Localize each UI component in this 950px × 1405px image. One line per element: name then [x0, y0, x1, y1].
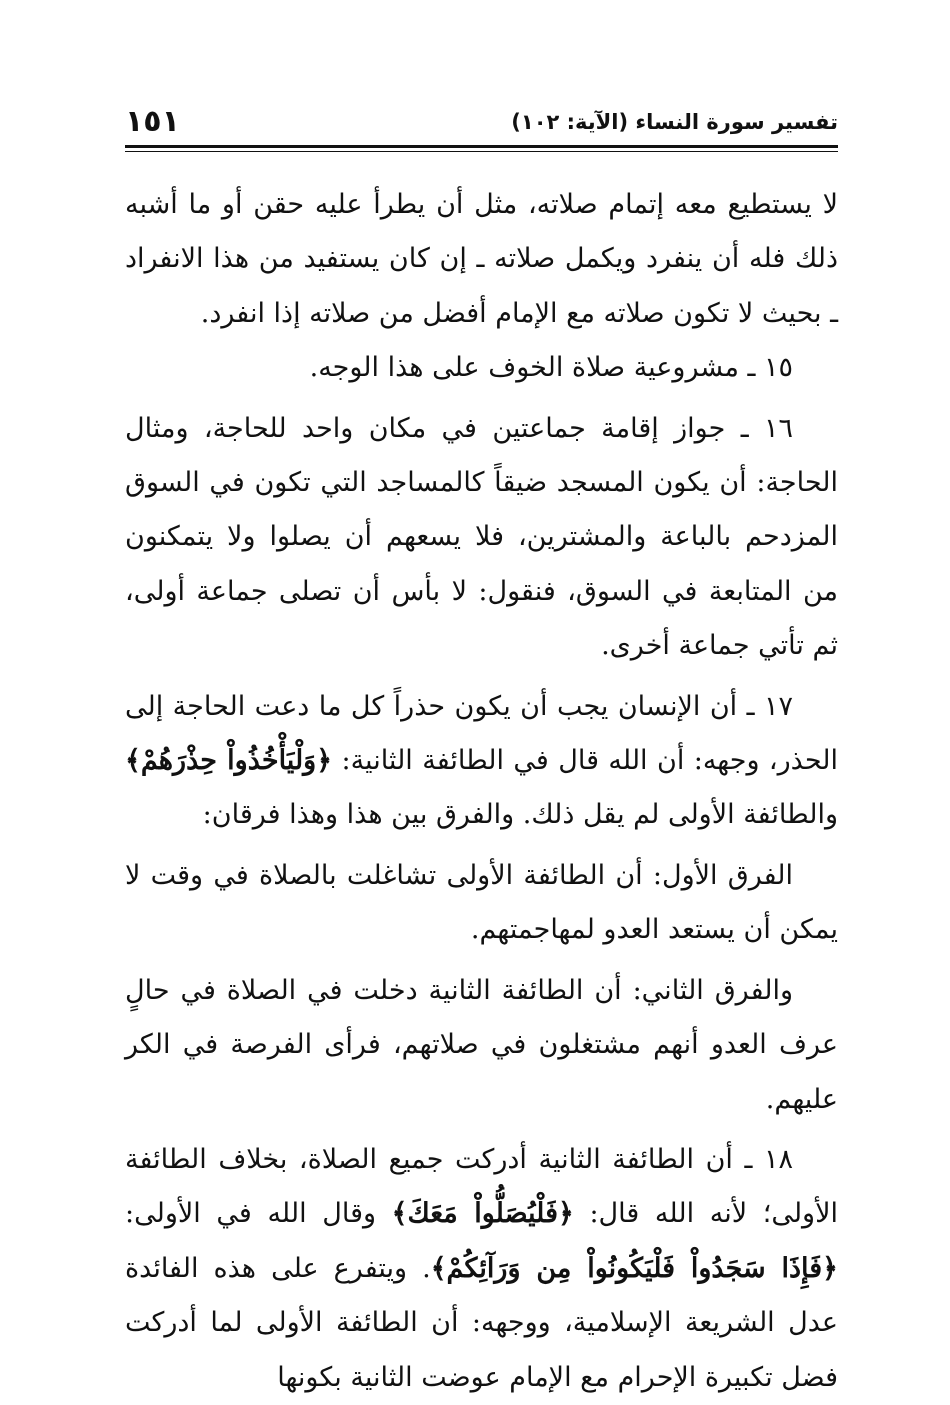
point-17-text-before: ١٧ ـ أن الإنسان يجب أن يكون حذراً كل ما دعت الحاجة إلى الحذر، وجهه: أن الله قال في الطائفة الثانية:: [125, 690, 838, 777]
point-18-text-before: ١٨ ـ أن الطائفة الثانية أدركت جميع الصلاة، بخلاف الطائفة الأولى؛ لأنه الله قال:: [125, 1143, 838, 1230]
header-rule-thick: [125, 145, 838, 148]
paragraph-second-difference: والفرق الثاني: أن الطائفة الثانية دخلت في الصلاة في حالٍ عرف العدو أنهم مشتغلون في صلاتهم، فرأى الفرصة في الكر عليهم.: [125, 974, 838, 1115]
quran-verse-hidhrahum: ﴿وَلْيَأْخُذُواْ حِذْرَهُمْ﴾: [125, 745, 333, 777]
paragraph-point-16: ١٦ ـ جواز إقامة جماعتين في مكان واحد للحاجة، ومثال الحاجة: أن يكون المسجد ضيقاً كالمساجد التي تكون في السوق المزدحم بالباعة والمشترين، فلا يسعهم أن يصلوا ولا يتمكنون من المتابعة في السوق، فنقول: لا بأس أن تصلى جماعة أولى، ثم تأتي جماعة أخرى.: [125, 412, 838, 662]
header-rule-thin: [125, 151, 838, 152]
paragraph-point-15: ١٥ ـ مشروعية صلاة الخوف على هذا الوجه.: [309, 352, 793, 384]
point-17-text-after: والطائفة الأولى لم يقل ذلك. والفرق بين هذا وهذا فرقان:: [202, 799, 838, 831]
paragraph-first-difference: الفرق الأول: أن الطائفة الأولى تشاغلت بالصلاة في وقت لا يمكن أن يستعد العدو لمهاجمتهم.: [125, 859, 838, 946]
page-number: ١٥١: [125, 104, 180, 139]
point-18-text-after: . ويتفرع على هذه الفائدة عدل الشريعة الإسلامية، ووجهه: أن الطائفة الأولى لما أدركت فضل تكبيرة الإحرام مع الإمام عوضت الثانية بكونها: [125, 1252, 838, 1393]
quran-verse-fa-idha-sajadu: ﴿فَإِذَا سَجَدُواْ فَلْيَكُونُواْ مِن وَرَآئِكُمْ﴾: [430, 1252, 838, 1284]
body-text: [125, 178, 838, 1405]
running-title: تفسير سورة النساء (الآية: ١٠٢): [511, 110, 838, 134]
paragraph-continuation: لا يستطيع معه إتمام صلاته، مثل أن يطرأ عليه حقن أو ما أشبه ذلك فله أن ينفرد ويكمل صلاته ـ إن كان يستفيد من هذا الانفراد ـ بحيث لا تكون صلاته مع الإمام أفضل من صلاته إذا انفرد.: [125, 189, 838, 329]
paragraph-point-17: [125, 680, 838, 843]
point-18-text-middle: وقال الله في الأولى:: [125, 1198, 392, 1230]
quran-verse-falyusallu: ﴿فَلْيُصَلُّواْ مَعَكَ﴾: [391, 1198, 574, 1230]
paragraph-point-18: [125, 1133, 838, 1405]
page-header: [125, 104, 838, 148]
